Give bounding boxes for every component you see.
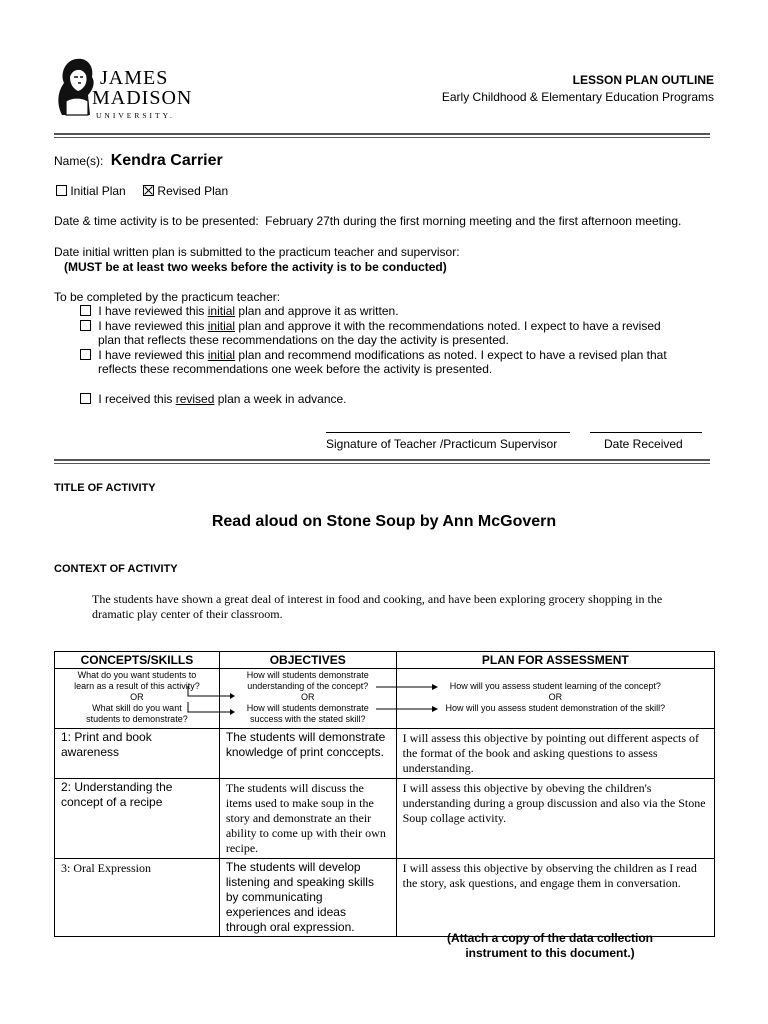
table-header-row xyxy=(55,652,715,669)
logo-line1: JAMES xyxy=(100,67,169,89)
name-row xyxy=(54,152,223,170)
arrow-icons-right xyxy=(376,683,440,717)
attachment-note: (Attach a copy of the data collection instrument to this document.) xyxy=(446,931,654,960)
concept-cell: 2: Understanding the concept of a recipe xyxy=(55,779,220,859)
date-time-row xyxy=(54,214,681,228)
objective-cell: The students will discuss the items used to make soup in the story and demonstrate an their ability to come up with their own recipe. xyxy=(219,779,396,859)
document-subtitle: Early Childhood & Elementary Education Programs xyxy=(441,90,714,104)
initial-plan-label: Initial Plan xyxy=(70,184,126,198)
name-value: Kendra Carrier xyxy=(110,152,223,169)
objective-cell: The students will develop listening and speaking skills by communicating experiences and ideas through oral expression. xyxy=(219,859,396,937)
context-line1: The students have shown a great deal of interest in food and cooking, and have been exploring grocery shopping in the xyxy=(92,592,663,606)
date-received-label: Date Received xyxy=(604,437,683,451)
logo-line3: UNIVERSITY. xyxy=(96,111,175,120)
initial-plan-checkbox[interactable] xyxy=(56,185,67,196)
revised-plan-label: Revised Plan xyxy=(157,184,229,198)
table-row xyxy=(55,729,715,779)
plan-type-row xyxy=(56,184,228,198)
practicum-item-1: I have reviewed this initial plan and approve it as written. xyxy=(80,304,399,318)
header-assessment: PLAN FOR ASSESSMENT xyxy=(396,652,714,669)
document-title: LESSON PLAN OUTLINE xyxy=(572,73,714,87)
header-divider xyxy=(54,133,710,138)
concept-cell: 1: Print and book awareness xyxy=(55,729,220,779)
practicum-item-4: I received this revised plan a week in advance. xyxy=(80,392,347,406)
arrow-icons-left xyxy=(186,678,236,718)
recommend-modifications-checkbox[interactable] xyxy=(80,349,91,360)
objective-cell: The students will demonstrate knowledge of print conccepts. xyxy=(219,729,396,779)
activity-title: Read aloud on Stone Soup by Ann McGovern xyxy=(211,513,557,530)
submission-line2: (MUST be at least two weeks before the activity is to be conducted) xyxy=(64,260,447,274)
practicum-item-3: I have reviewed this initial plan and recommend modifications as noted. I expect to have a revised plan that xyxy=(80,348,667,362)
practicum-item-2: I have reviewed this initial plan and approve it with the recommendations noted. I expect to have a revised xyxy=(80,319,661,333)
signature-line[interactable] xyxy=(326,432,570,433)
table-row xyxy=(55,779,715,859)
guide-assessment: How will you assess student learning of the concept? OR How will you assess student demonstration of the skill? xyxy=(396,669,714,729)
practicum-item-2-line2: plan that reflects these recommendations on the day the activity is presented. xyxy=(98,333,509,347)
concept-cell: 3: Oral Expression xyxy=(55,859,220,937)
name-label: Name(s): xyxy=(54,154,104,168)
assessment-cell: I will assess this objective by pointing out different aspects of the format of the book and asking questions to assess understanding. xyxy=(396,729,714,779)
section-divider xyxy=(54,459,710,464)
date-time-value: February 27th during the first morning meeting and the first afternoon meeting. xyxy=(265,214,682,228)
practicum-intro: To be completed by the practicum teacher: xyxy=(54,290,281,304)
approve-with-recommendations-checkbox[interactable] xyxy=(80,320,91,331)
assessment-cell: I will assess this objective by obeving the children's understanding during a group discussion and also via the Stone Soup collage activity. xyxy=(396,779,714,859)
jmu-logo xyxy=(52,55,192,121)
submission-line1: Date initial written plan is submitted to the practicum teacher and supervisor: xyxy=(54,245,460,259)
assessment-cell: I will assess this objective by observing the children as I read the story, ask questions, and engage them in conversation. xyxy=(396,859,714,937)
header-objectives: OBJECTIVES xyxy=(219,652,396,669)
date-time-label: Date & time activity is to be presented: xyxy=(54,214,259,228)
signature-label: Signature of Teacher /Practicum Supervisor xyxy=(326,437,558,451)
revised-plan-checkbox[interactable] xyxy=(143,185,154,196)
table-row xyxy=(55,859,715,937)
title-heading: TITLE OF ACTIVITY xyxy=(54,482,156,494)
received-revised-checkbox[interactable] xyxy=(80,393,91,404)
header-concepts: CONCEPTS/SKILLS xyxy=(55,652,220,669)
logo-line2: MADISON xyxy=(92,87,193,109)
practicum-item-3-line2: reflects these recommendations one week before the activity is presented. xyxy=(98,362,493,376)
approve-checkbox[interactable] xyxy=(80,305,91,316)
guide-objectives: How will students demonstrate understanding of the concept? OR How will students demonstrate success with the stated skill? xyxy=(219,669,396,729)
guide-concepts: What do you want students to learn as a result of this activity? OR What skill do you want students to demonstrate? xyxy=(55,669,220,729)
date-received-line[interactable] xyxy=(590,432,702,433)
context-line2: dramatic play center of their classroom. xyxy=(92,607,283,621)
context-heading: CONTEXT OF ACTIVITY xyxy=(54,563,178,575)
